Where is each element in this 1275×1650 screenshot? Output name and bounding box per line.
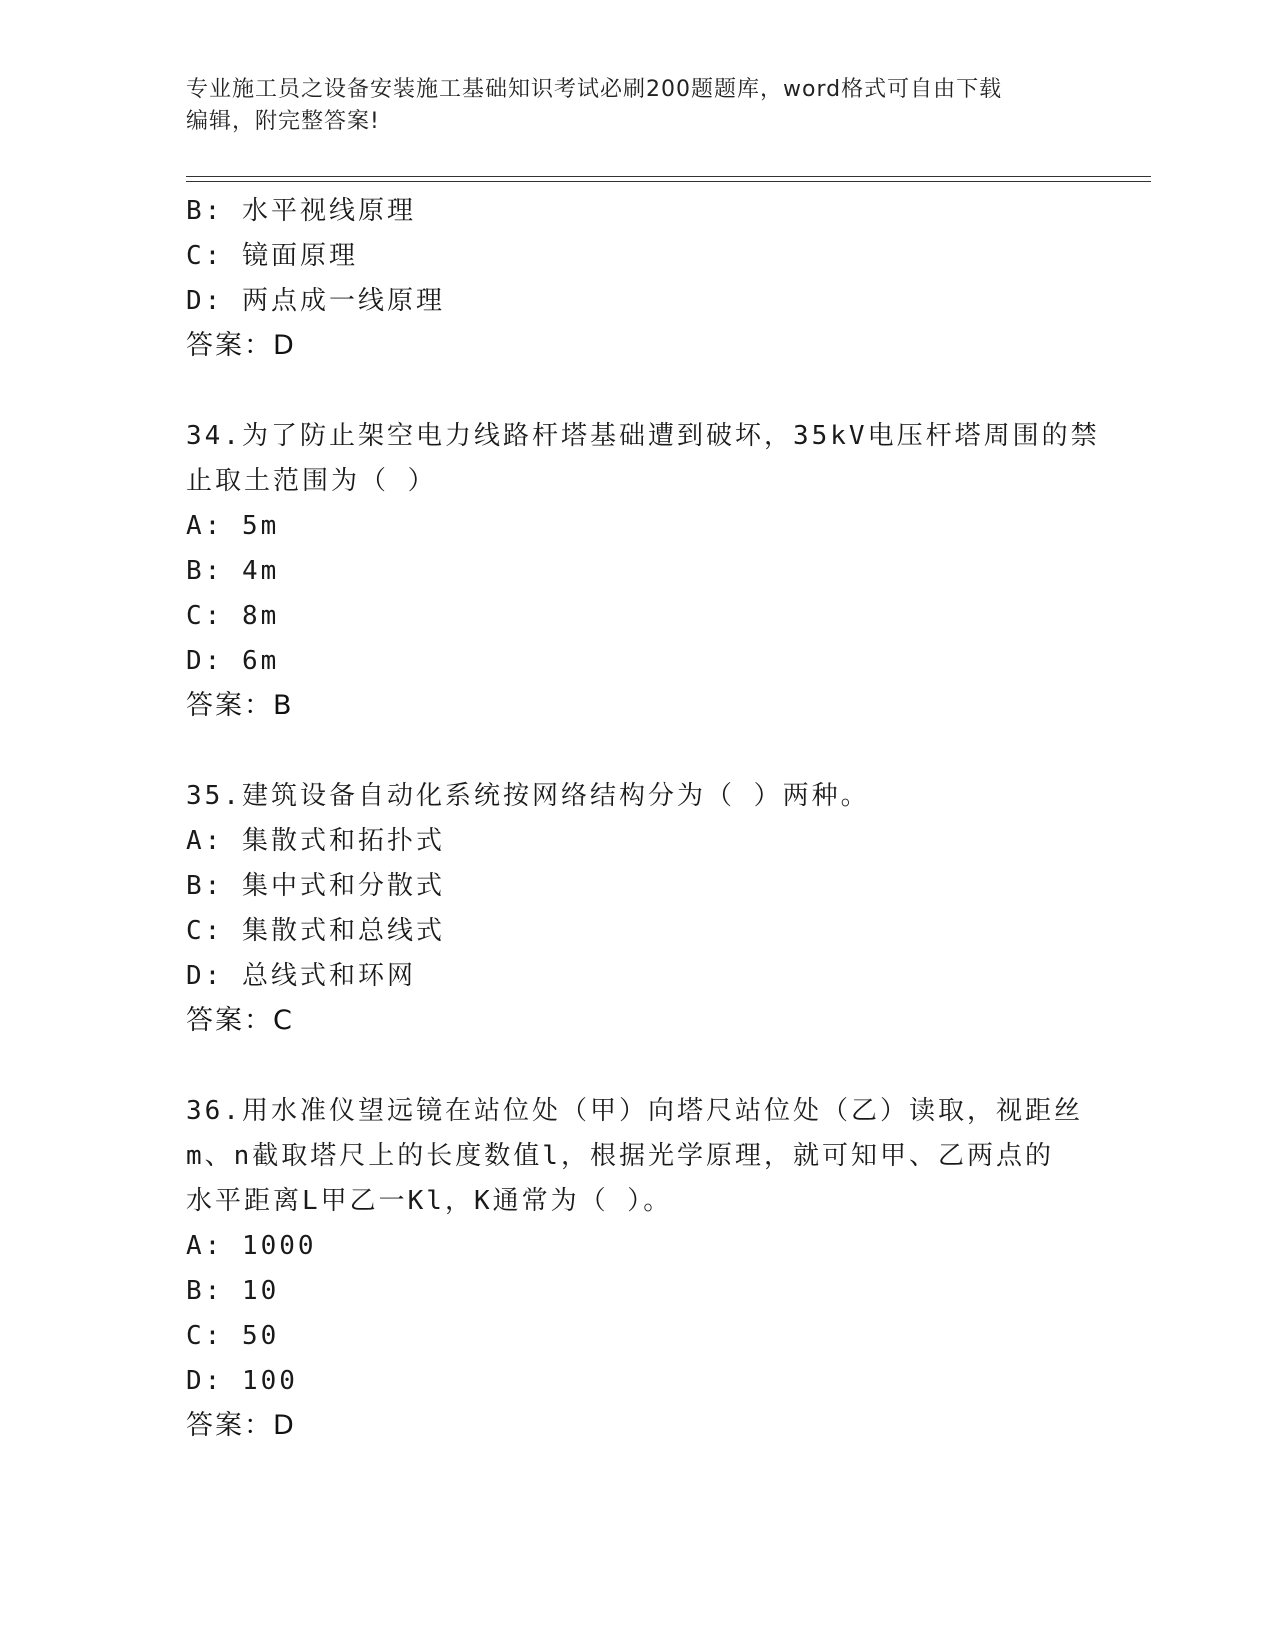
q35-option-a: A: 集散式和拓扑式 (186, 826, 445, 856)
header-title-line-1: 专业施工员之设备安装施工基础知识考试必刷200题题库，word格式可自由下载 (186, 77, 1003, 102)
q34-option-a: A: 5m (186, 511, 280, 541)
q35-option-b: B: 集中式和分散式 (186, 871, 445, 901)
q36-option-a: A: 1000 (186, 1231, 317, 1261)
q34-option-c: C: 8m (186, 601, 280, 631)
q36-stem-line-2: m、n截取塔尺上的长度数值l，根据光学原理，就可知甲、乙两点的 (186, 1141, 1054, 1171)
q35-option-d: D: 总线式和环网 (186, 961, 416, 991)
q33-option-c: C: 镜面原理 (186, 241, 358, 271)
q33-option-b: B: 水平视线原理 (186, 196, 416, 226)
q35-stem-line-1: 35.建筑设备自动化系统按网络结构分为（ ）两种。 (186, 781, 870, 811)
page-header (186, 74, 1086, 138)
q36-stem-line-3: 水平距离L甲乙一Kl，K通常为（ ）。 (186, 1186, 673, 1216)
q34-stem-line-2: 止取土范围为（ ） (186, 466, 437, 496)
q34-option-d: D: 6m (186, 646, 280, 676)
q34-answer: 答案：B (186, 690, 294, 721)
header-divider-bottom (186, 181, 1151, 182)
q35-option-c: C: 集散式和总线式 (186, 916, 445, 946)
q36-option-b: B: 10 (186, 1276, 280, 1306)
q36-answer: 答案：D (186, 1410, 296, 1441)
q36-stem-line-1: 36.用水准仪望远镜在站位处（甲）向塔尺站位处（乙）读取，视距丝 (186, 1096, 1083, 1126)
q34-stem-line-1: 34.为了防止架空电力线路杆塔基础遭到破坏，35kV电压杆塔周围的禁 (186, 421, 1100, 451)
q36-option-d: D: 100 (186, 1366, 298, 1396)
q33-answer: 答案：D (186, 330, 296, 361)
header-title-line-2: 编辑，附完整答案! (186, 109, 380, 134)
header-divider-top (186, 176, 1151, 177)
q34-option-b: B: 4m (186, 556, 280, 586)
q35-answer: 答案：C (186, 1005, 294, 1036)
q33-option-d: D: 两点成一线原理 (186, 286, 445, 316)
q36-option-c: C: 50 (186, 1321, 280, 1351)
